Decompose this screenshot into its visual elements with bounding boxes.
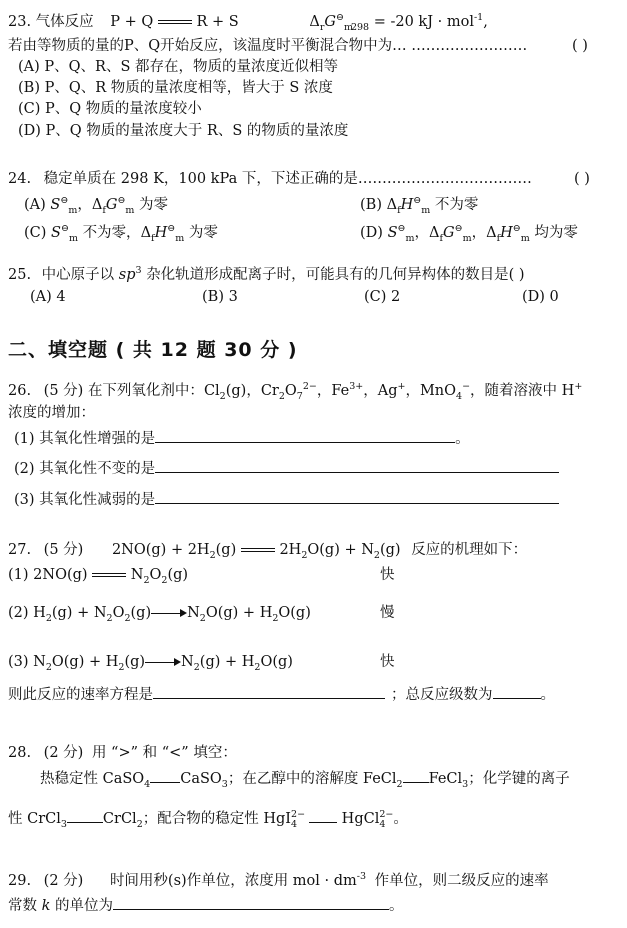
q28-stem-line: 28. (2 分) 用 “>” 和 “<” 填空： — [8, 745, 237, 761]
q23-option-d: (D) P、Q 物质的量浓度大于 R、S 的物质的量浓度 — [18, 123, 349, 139]
q28-blank-1[interactable] — [150, 781, 180, 783]
equilibrium-arrow-icon — [158, 17, 192, 27]
q27-step-3-speed: 快 — [380, 654, 395, 670]
q23-line2: 若由等物质的量的P、Q开始反应，该温度时平衡混合物中为… …………………… — [8, 38, 528, 54]
q28-blank-2[interactable] — [403, 781, 429, 783]
q29-line2: 常数 k 的单位为 。 — [8, 898, 404, 914]
reaction-arrow-icon — [145, 657, 181, 667]
q23-option-b: (B) P、Q、R 物质的量浓度相等，皆大于 S 浓度 — [18, 80, 333, 96]
q24-option-c: (C) $S^⊖_m$ 不为零，$\Delta_fH^⊖_m$ 为零 — [24, 223, 218, 244]
q23-reactants: P + Q — [110, 14, 154, 30]
q27-step-3: (3) $N_2O(g) + H_2(g) N_2(g) + H_2O(g)$ — [8, 654, 293, 673]
q25-option-d: (D) 0 — [522, 289, 559, 305]
equilibrium-arrow-icon — [241, 545, 275, 555]
q23-answer-paren: ( ) — [572, 38, 588, 54]
q24-stem-line: 24. 稳定单质在 298 K，100 kPa 下，下述正确的是……………………………… — [8, 171, 532, 187]
q28-number: 28. — [8, 745, 32, 761]
q29-stem-line: 29. (2 分) 时间用秒(s)作单位，浓度用 mol · $dm^{-3}$ 作单位，则二级反应的速率 — [8, 871, 549, 889]
q27-order-blank[interactable] — [493, 697, 541, 699]
q25-option-c: (C) 2 — [364, 289, 401, 305]
q27-step-2-speed: 慢 — [380, 605, 395, 621]
q23-products: R + S — [196, 14, 239, 30]
q28-blank-3[interactable] — [67, 821, 103, 823]
q25-option-a: (A) 4 — [30, 289, 66, 305]
section-title: 二、填空题 ( 共 12 题 30 分 ) — [8, 339, 298, 361]
q28-line2: 热稳定性 CaSO$_4$ CaSO$_3$；在乙醇中的溶解度 FeCl$_2$ FeCl$_3$；化学键的离子 — [40, 771, 570, 790]
q24-answer-paren: ( ) — [574, 171, 590, 187]
q26-number: 26. — [8, 383, 32, 399]
q29-number: 29. — [8, 873, 32, 889]
q23-option-c: (C) P、Q 物质的量浓度较小 — [18, 101, 202, 117]
q27-stem-line: 27. (5 分) $2NO(g) + 2H_2(g) 2H_2O(g) + N_2(g)$ 反应的机理如下： — [8, 542, 528, 561]
q26-answer-blank-3[interactable] — [155, 502, 559, 504]
q24-option-a: (A) $S^⊖_m$，$\Delta_fG^⊖_m$ 为零 — [24, 195, 169, 216]
q27-step-1: (1) 2NO(g) $N_2O_2(g)$ — [8, 567, 189, 586]
q25-number: 25. — [8, 267, 32, 283]
q26-answer-blank-1[interactable] — [155, 441, 455, 443]
q23-stem: 气体反应 — [35, 14, 94, 30]
q26-line2: 浓度的增加： — [8, 405, 95, 421]
q27-rate-blank[interactable] — [153, 697, 385, 699]
q26-answer-blank-2[interactable] — [155, 471, 559, 473]
q23-option-a: (A) P、Q、R、S 都存在，物质的量浓度近似相等 — [18, 59, 338, 75]
q23-delta-g: $\Delta_rG^⊖_{m298} = -20$ kJ · mol$^{-1}$, — [309, 12, 488, 33]
q25-option-b: (B) 3 — [202, 289, 238, 305]
q25-stem-line: 25. 中心原子以 $sp^3$ 杂化轨道形成配离子时，可能具有的几何异构体的数目是( ) — [8, 265, 525, 283]
q24-option-b: (B) $\Delta_fH^⊖_m$ 不为零 — [360, 195, 479, 216]
q26-stem-line: 26. (5 分) 在下列氧化剂中：$Cl_2(g)$，$Cr_2O_7^{2-}$，$Fe^{3+}$，Ag+，MnO$_4$−，随着溶液中 H+ — [8, 381, 583, 402]
q28-line3: 性 CrCl$_3$ CrCl$_2$；配合物的稳定性 HgI$_4^{2-}$ HgCl$_4^{2-}$。 — [8, 809, 408, 830]
q24-option-d: (D) $S^⊖_m$，$\Delta_fG^⊖_m$，$\Delta_fH^⊖_m$ 均为零 — [360, 223, 578, 244]
q29-answer-blank[interactable] — [113, 908, 389, 910]
equilibrium-arrow-icon — [92, 570, 126, 580]
q27-rate-line: 则此反应的速率方程是 ；总反应级数为 。 — [8, 687, 555, 703]
q27-step-2: (2) $H_2(g) + N_2O_2(g) N_2O(g) + H_2O(g)$ — [8, 605, 311, 624]
q23-line1 — [8, 12, 488, 33]
q23-number: 23. — [8, 14, 32, 30]
q28-blank-4[interactable] — [309, 821, 337, 823]
q24-number: 24. — [8, 171, 32, 187]
q27-number: 27. — [8, 542, 32, 558]
q26-blank-row-2: (2) 其氧化性不变的是 — [14, 462, 559, 477]
q27-step-1-speed: 快 — [380, 567, 395, 583]
q26-blank-row-3: (3) 其氧化性减弱的是 — [14, 493, 559, 508]
q26-blank-row-1: (1) 其氧化性增强的是 。 — [14, 431, 470, 447]
reaction-arrow-icon — [151, 608, 187, 618]
